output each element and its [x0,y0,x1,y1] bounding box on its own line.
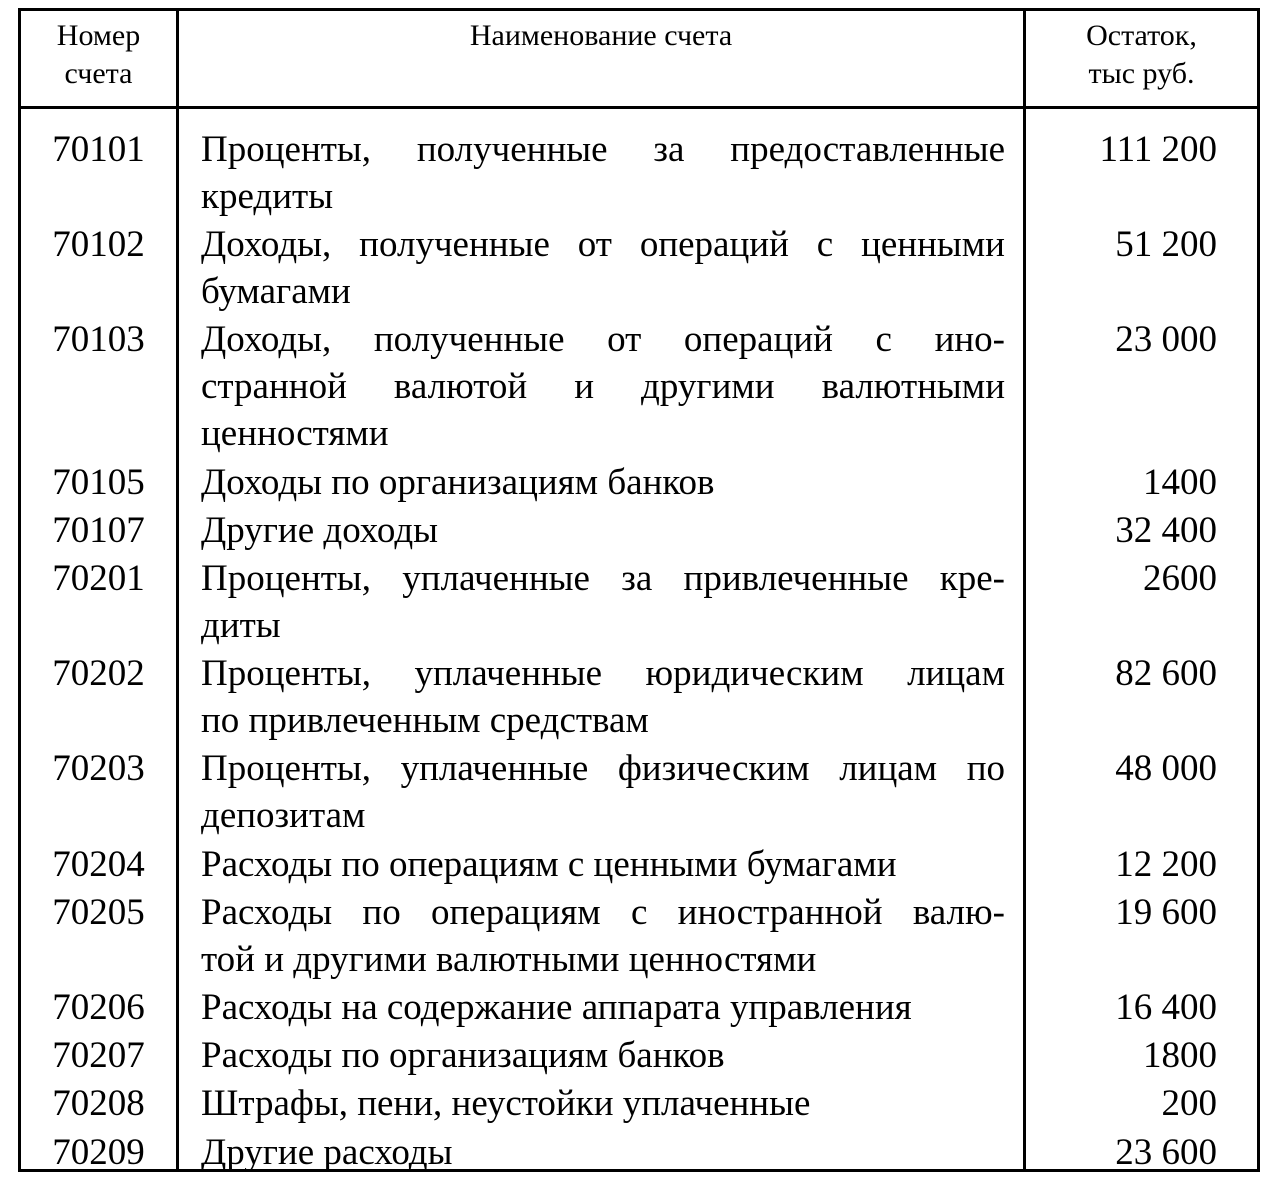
table-row [21,126,1257,220]
header-account-number-line-1: Номер [56,19,141,52]
account-name-line: Доходы, полученные от операций с ценными [201,224,1005,266]
header-balance-line-1: Остаток, [1086,19,1197,52]
account-name-line: Расходы по операциям с ценными бумагами [201,843,897,885]
header-account-number-line-2: счета [64,57,133,90]
account-name [201,555,1005,649]
account-name-line: той и другими валютными ценностями [201,938,817,980]
table-row [21,555,1257,649]
account-name [201,889,1005,983]
account-name-line: Штрафы, пени, неустойки уплаченные [201,1083,811,1125]
table-row [21,1032,1257,1079]
account-number: 70202 [52,653,145,695]
balance-value: 2600 [1143,558,1217,599]
table-row [21,745,1257,839]
account-name-line: Расходы по операциям с иностранной валю- [201,891,1005,933]
account-number: 70203 [52,748,145,790]
account-name [201,221,1005,315]
account-number: 70201 [52,558,145,599]
account-name [201,1080,1005,1127]
account-number: 70102 [52,224,145,266]
table-row [21,984,1257,1031]
accounts-table [18,8,1260,1172]
balance-value: 23 000 [1115,319,1217,361]
balance-value: 16 400 [1115,987,1217,1028]
account-number: 70101 [52,129,145,170]
account-name-line: Проценты, полученные за предоставленные [201,129,1005,170]
account-name-line: Расходы по организациям банков [201,1035,725,1077]
account-name-line: ценностями [201,413,389,455]
header-divider [21,106,1257,109]
account-number: 70206 [52,987,145,1028]
balance-value: 19 600 [1115,891,1217,933]
header-balance [1026,17,1257,93]
header-balance-line-2: тыс руб. [1088,57,1195,90]
account-name-line: Проценты, уплаченные физическим лицам по [201,748,1005,790]
table-row [21,507,1257,554]
account-name [201,126,1005,220]
balance-value: 12 200 [1115,843,1217,885]
table-row [21,221,1257,315]
account-number: 70204 [52,843,145,885]
balance-value: 200 [1161,1083,1217,1125]
account-name-line: депозитам [201,795,366,837]
table-row [21,1129,1257,1176]
balance-value: 48 000 [1115,748,1217,790]
account-name-line: кредиты [201,176,334,217]
account-number: 70103 [52,319,145,361]
account-name-line: Другие расходы [201,1131,453,1173]
balance-value: 111 200 [1099,129,1217,170]
account-name-line: Проценты, уплаченные юридическим лицам [201,653,1005,695]
account-name-line: странной валютой и другими валютными [201,366,1005,408]
account-number: 70207 [52,1035,145,1077]
account-name [201,984,1005,1031]
balance-value: 1400 [1143,461,1217,503]
balance-value: 1800 [1143,1035,1217,1077]
account-name-line: Расходы на содержание аппарата управления [201,987,912,1028]
table-row [21,650,1257,744]
account-name [201,650,1005,744]
balance-value: 82 600 [1115,653,1217,695]
account-name [201,745,1005,839]
account-number: 70205 [52,891,145,933]
account-number: 70208 [52,1083,145,1125]
account-name [201,507,1005,554]
account-number: 70209 [52,1131,145,1173]
account-name [201,459,1005,506]
balance-value: 32 400 [1115,509,1217,551]
balance-value: 23 600 [1115,1131,1217,1173]
account-name-line: диты [201,605,281,646]
table-row [21,459,1257,506]
account-name-line: Доходы, полученные от операций с ино- [201,319,1005,361]
balance-value: 51 200 [1115,224,1217,266]
account-name-line: Доходы по организациям банков [201,461,715,503]
account-name [201,1032,1005,1079]
header-account-name: Наименование счета [469,19,733,52]
account-number: 70107 [52,509,145,551]
table-row [21,889,1257,983]
account-name [201,316,1005,457]
header-account-number [21,17,176,93]
table-row [21,841,1257,888]
table-row [21,316,1257,457]
account-name [201,841,1005,888]
account-name [201,1129,1005,1176]
account-name-line: Другие доходы [201,509,439,551]
account-name-line: по привлеченным средствам [201,700,649,742]
account-name-line: бумагами [201,271,351,313]
account-number: 70105 [52,461,145,503]
table-row [21,1080,1257,1127]
account-name-line: Проценты, уплаченные за привлеченные кре- [201,558,1005,599]
